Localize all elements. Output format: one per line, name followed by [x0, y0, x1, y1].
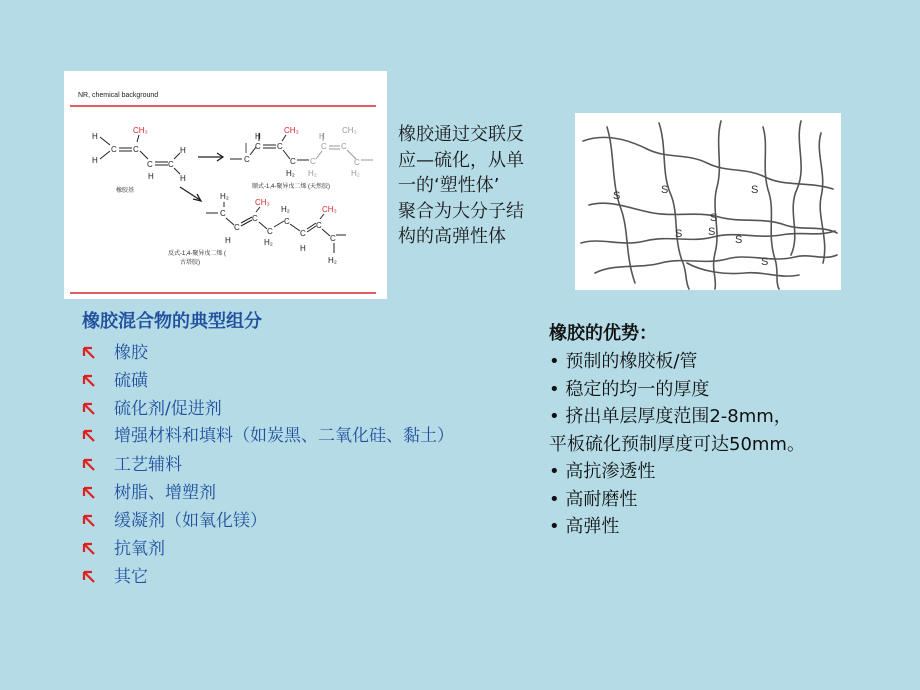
- crosslink-label: S: [675, 228, 683, 240]
- svg-text:H₂: H₂: [220, 192, 229, 201]
- svg-text:C: C: [277, 142, 283, 151]
- svg-text:H₂: H₂: [351, 169, 360, 178]
- cis-caption: 顺式-1,4-聚异戊二烯 (天然胶): [252, 184, 331, 190]
- trans-polyisoprene-structure: [206, 192, 346, 265]
- chem-header: NR, chemical background: [78, 92, 159, 99]
- arrow-up-left-icon: [82, 402, 96, 416]
- svg-text:C: C: [316, 221, 322, 230]
- polymer-chains: [581, 121, 837, 289]
- list-item: [82, 479, 482, 507]
- component-label: 硫化剂/促进剂: [114, 399, 222, 419]
- advantage-item: • 稳定的均一的厚度: [549, 378, 710, 400]
- trans-caption-line2: 古塔胶): [180, 260, 200, 266]
- arrow-up-left-icon: [82, 514, 96, 528]
- list-item: [82, 507, 482, 535]
- description-line: 应—硫化，从单: [398, 149, 524, 171]
- arrow-up-left-icon: [82, 570, 96, 584]
- svg-text:CH₃: CH₃: [133, 126, 148, 135]
- svg-text:H: H: [180, 146, 186, 155]
- arrow-up-left-icon: [82, 429, 96, 443]
- svg-text:H: H: [319, 132, 325, 141]
- svg-text:C: C: [111, 145, 117, 154]
- svg-text:C: C: [310, 157, 316, 166]
- crosslink-label: S: [735, 234, 743, 246]
- reaction-arrow-right: [198, 153, 223, 161]
- svg-text:C: C: [220, 209, 226, 218]
- svg-text:C: C: [244, 155, 250, 164]
- crosslink-label: S: [613, 190, 621, 202]
- svg-text:C: C: [147, 160, 153, 169]
- component-label: 增强材料和填料（如炭黑、二氧化硅、黏土）: [114, 426, 454, 446]
- cis-polyisoprene-structure: [230, 126, 373, 178]
- svg-text:CH₃: CH₃: [322, 205, 337, 214]
- crosslink-network-figure: [575, 113, 841, 290]
- description-line: 一的‘塑性体’: [398, 175, 500, 196]
- advantages-list: [549, 320, 909, 541]
- component-label: 硫磺: [114, 371, 148, 391]
- list-item: [82, 451, 482, 479]
- crosslink-label: S: [708, 226, 716, 238]
- svg-text:C: C: [255, 142, 261, 151]
- description-line: 聚合为大分子结: [398, 200, 524, 222]
- svg-text:C: C: [133, 145, 139, 154]
- svg-text:C: C: [290, 157, 296, 166]
- svg-text:C: C: [354, 158, 360, 167]
- reaction-arrow-down: [180, 187, 201, 201]
- component-label: 橡胶: [114, 343, 148, 363]
- advantage-item: • 高耐磨性: [549, 488, 638, 510]
- description-line: 构的高弹性体: [398, 226, 506, 247]
- arrow-up-left-icon: [82, 346, 96, 360]
- component-label: 工艺辅料: [114, 455, 182, 475]
- chemistry-figure: [64, 71, 387, 299]
- svg-text:C: C: [168, 160, 174, 169]
- svg-text:CH₃: CH₃: [342, 126, 357, 135]
- advantage-item: • 高弹性: [549, 516, 620, 537]
- svg-text:H: H: [255, 132, 261, 141]
- component-label: 抗氧剂: [114, 539, 165, 559]
- svg-text:H: H: [92, 132, 98, 141]
- components-list: [82, 309, 482, 591]
- svg-text:C: C: [330, 234, 336, 243]
- svg-text:C: C: [284, 217, 290, 226]
- advantage-item: • 挤出单层厚度范围2-8mm，: [549, 406, 792, 427]
- svg-text:H₂: H₂: [308, 169, 317, 178]
- list-item: [82, 423, 482, 449]
- svg-text:C: C: [300, 229, 306, 238]
- list-item: [82, 535, 482, 563]
- crosslink-label: S: [761, 256, 769, 268]
- svg-text:H: H: [300, 244, 306, 253]
- svg-text:CH₃: CH₃: [284, 126, 299, 135]
- advantage-item: 平板硫化预制厚度可达50mm。: [549, 433, 805, 455]
- components-title: 橡胶混合物的典型组分: [82, 311, 262, 332]
- list-item: [82, 395, 482, 423]
- list-item: [82, 563, 482, 591]
- description-line: 橡胶通过交联反: [398, 124, 524, 145]
- component-label: 树脂、增塑剂: [114, 483, 216, 503]
- crosslink-label: S: [661, 184, 669, 196]
- svg-text:H₂: H₂: [264, 238, 273, 247]
- svg-text:H: H: [225, 236, 231, 245]
- svg-text:H: H: [148, 172, 154, 181]
- svg-text:CH₃: CH₃: [255, 198, 270, 207]
- trans-caption-line1: 反式-1,4-聚异戊二烯 (: [168, 251, 227, 257]
- svg-text:C: C: [267, 227, 273, 236]
- svg-text:H: H: [92, 156, 98, 165]
- svg-text:H: H: [180, 174, 186, 183]
- crosslink-label: S: [751, 184, 759, 196]
- svg-text:H₂: H₂: [286, 169, 295, 178]
- component-label: 缓凝剂（如氧化镁）: [114, 511, 267, 531]
- arrow-up-left-icon: [82, 458, 96, 472]
- sulfur-crosslinks: [613, 184, 768, 268]
- advantage-item: • 预制的橡胶板/管: [549, 351, 698, 372]
- list-item: [82, 339, 482, 367]
- isoprene-caption: 橡胶基: [116, 188, 135, 194]
- arrow-up-left-icon: [82, 486, 96, 500]
- arrow-up-left-icon: [82, 374, 96, 388]
- isoprene-structure: [92, 126, 186, 183]
- vulcanization-description: [398, 122, 568, 250]
- crosslink-label: S: [710, 212, 718, 224]
- svg-text:C: C: [252, 214, 258, 223]
- list-item: [82, 367, 482, 395]
- svg-text:C: C: [234, 223, 240, 232]
- advantage-item: • 高抗渗透性: [549, 461, 656, 482]
- advantages-title: 橡胶的优势：: [549, 323, 657, 344]
- svg-text:H₂: H₂: [281, 205, 290, 214]
- component-label: 其它: [114, 567, 148, 587]
- svg-text:H₂: H₂: [328, 256, 337, 265]
- svg-text:C: C: [321, 142, 327, 151]
- svg-text:C: C: [341, 142, 347, 151]
- arrow-up-left-icon: [82, 542, 96, 556]
